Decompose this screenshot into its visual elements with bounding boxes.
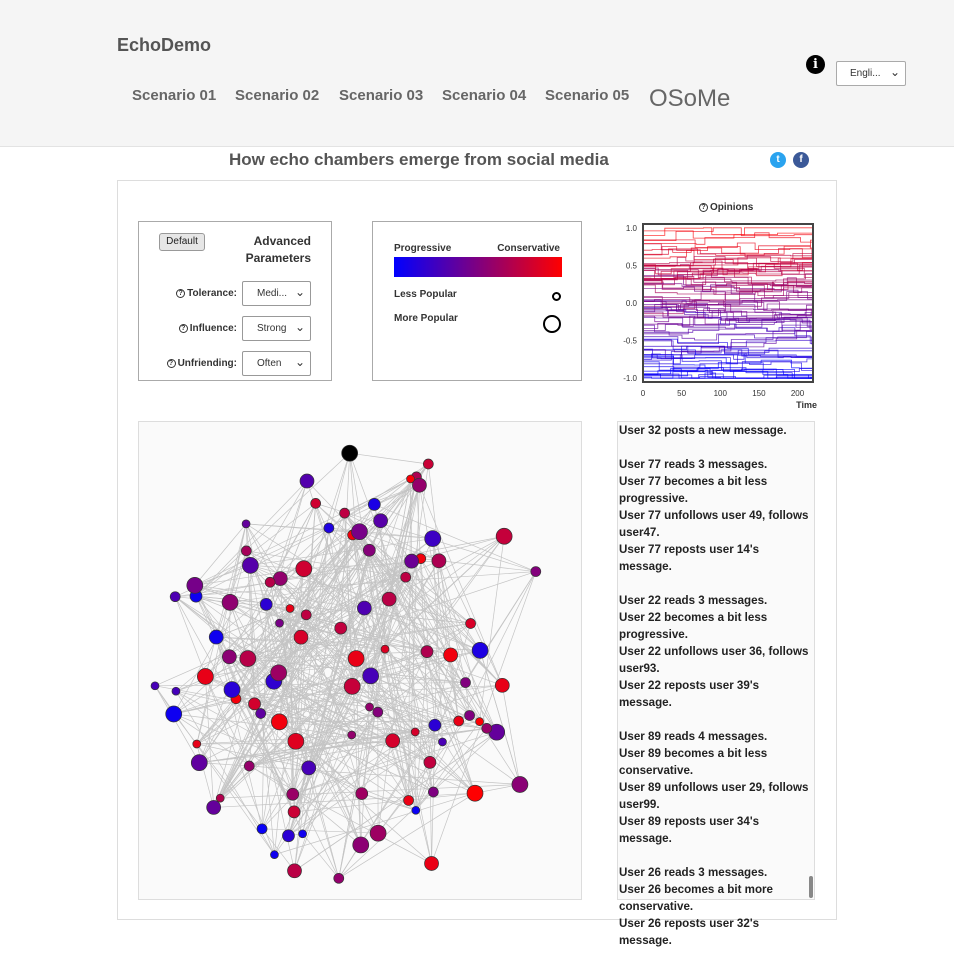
- network-node: [242, 520, 250, 528]
- network-node: [224, 682, 240, 698]
- activity-log[interactable]: [617, 421, 815, 900]
- log-entry: [619, 422, 809, 439]
- network-edge: [155, 686, 199, 763]
- network-node: [405, 554, 419, 568]
- network-node: [432, 554, 446, 568]
- help-icon[interactable]: ?: [179, 324, 188, 333]
- chevron-down-icon: ⌄: [295, 320, 305, 334]
- network-node: [404, 795, 414, 805]
- network-node: [222, 594, 238, 610]
- legend-more-popular: More Popular: [394, 313, 458, 324]
- log-line: User 89 reposts user 34's message.: [619, 813, 809, 847]
- network-node: [197, 669, 213, 685]
- y-tick-label: 1.0: [626, 224, 638, 233]
- network-node: [311, 498, 321, 508]
- log-line: User 26 reads 3 messages.: [619, 864, 809, 881]
- network-node: [172, 687, 180, 695]
- nav-osome[interactable]: OSoMe: [649, 85, 730, 113]
- network-node: [423, 459, 433, 469]
- tolerance-label: ? Tolerance:: [176, 288, 237, 299]
- network-node: [300, 474, 314, 488]
- top-header: [0, 0, 954, 147]
- network-node: [335, 622, 347, 634]
- network-node: [438, 738, 446, 746]
- network-node: [324, 523, 334, 533]
- x-tick-label: 50: [677, 389, 686, 398]
- network-node: [482, 723, 492, 733]
- network-node: [207, 800, 221, 814]
- network-node: [368, 498, 380, 510]
- legend-panel: [372, 221, 582, 381]
- network-node: [344, 678, 360, 694]
- nav-scenario-03[interactable]: Scenario 03: [339, 87, 423, 104]
- network-edge: [350, 453, 429, 464]
- log-line: User 89 becomes a bit less conservative.: [619, 745, 809, 779]
- network-node: [260, 598, 272, 610]
- activity-log-content: [619, 422, 809, 966]
- network-node: [187, 577, 203, 593]
- network-node: [240, 651, 256, 667]
- network-node: [444, 648, 458, 662]
- network-node: [421, 646, 433, 658]
- log-entry: [619, 592, 809, 711]
- network-node: [301, 610, 311, 620]
- network-node: [424, 756, 436, 768]
- opinion-line: [643, 228, 813, 241]
- network-node: [465, 710, 475, 720]
- network-node: [334, 873, 344, 883]
- page-title: How echo chambers emerge from social media: [229, 150, 609, 170]
- network-node: [257, 824, 267, 834]
- influence-label: ? Influence:: [179, 323, 237, 334]
- facebook-icon[interactable]: f: [793, 152, 809, 168]
- x-tick-label: 100: [714, 389, 728, 398]
- network-node: [288, 806, 300, 818]
- parameters-panel: [138, 221, 332, 381]
- network-node: [256, 708, 266, 718]
- legend-progressive: Progressive: [394, 243, 451, 254]
- legend-conservative: Conservative: [497, 243, 560, 254]
- legend-less-popular: Less Popular: [394, 289, 457, 300]
- network-node: [363, 668, 379, 684]
- unfriending-row: [139, 351, 333, 377]
- network-node: [412, 806, 420, 814]
- network-node: [282, 830, 294, 842]
- chevron-down-icon: ⌄: [295, 285, 305, 299]
- log-entry: [619, 864, 809, 949]
- network-node: [340, 508, 350, 518]
- help-icon[interactable]: ?: [176, 289, 185, 298]
- network-node: [216, 794, 224, 802]
- log-line: User 22 becomes a bit less progressive.: [619, 609, 809, 643]
- network-node: [302, 761, 316, 775]
- log-line: User 22 reads 3 messages.: [619, 592, 809, 609]
- network-node: [467, 785, 483, 801]
- network-node: [209, 630, 223, 644]
- network-node: [466, 619, 476, 629]
- log-line: User 77 reposts user 14's message.: [619, 541, 809, 575]
- network-node: [288, 733, 304, 749]
- tolerance-select[interactable]: Medi... ⌄: [242, 281, 311, 306]
- tolerance-row: [139, 281, 333, 307]
- network-node: [428, 787, 438, 797]
- log-entry: [619, 456, 809, 575]
- network-node: [296, 561, 312, 577]
- network-node: [476, 718, 484, 726]
- log-scrollbar[interactable]: [809, 876, 813, 898]
- nav-scenario-01[interactable]: Scenario 01: [132, 87, 216, 104]
- influence-select[interactable]: Strong ⌄: [242, 316, 311, 341]
- network-node: [429, 719, 441, 731]
- y-tick-label: -1.0: [623, 374, 637, 383]
- x-tick-label: 200: [791, 389, 805, 398]
- y-tick-label: 0.5: [626, 261, 638, 270]
- network-node: [348, 651, 364, 667]
- network-node: [370, 825, 386, 841]
- opinions-chart-title: ? Opinions: [699, 202, 753, 213]
- network-node: [348, 731, 356, 739]
- network-node: [366, 703, 374, 711]
- default-button[interactable]: Default: [159, 233, 205, 251]
- help-icon[interactable]: ?: [167, 359, 176, 368]
- info-circle-icon[interactable]: i: [806, 55, 825, 74]
- language-value: Engli...: [850, 68, 881, 79]
- network-node: [386, 734, 400, 748]
- x-tick-label: 150: [752, 389, 766, 398]
- y-tick-label: -0.5: [623, 337, 637, 346]
- network-node: [531, 567, 541, 577]
- log-line: User 89 unfollows user 29, follows user99.: [619, 779, 809, 813]
- network-node: [357, 601, 371, 615]
- chevron-down-icon: ⌄: [295, 355, 305, 369]
- network-node: [287, 788, 299, 800]
- network-edge: [339, 793, 475, 878]
- log-line: User 89 reads 4 messages.: [619, 728, 809, 745]
- network-node: [425, 531, 441, 547]
- network-canvas[interactable]: [138, 421, 582, 900]
- network-node: [271, 665, 287, 681]
- network-node: [460, 678, 470, 688]
- network-node: [381, 645, 389, 653]
- chevron-down-icon: ⌄: [890, 65, 900, 79]
- network-node: [472, 642, 488, 658]
- advanced-parameters-title: Advanced Parameters: [221, 233, 311, 267]
- network-node: [170, 592, 180, 602]
- log-line: User 26 reposts user 32's message.: [619, 915, 809, 949]
- network-node: [353, 837, 369, 853]
- nav-scenario-04[interactable]: Scenario 04: [442, 87, 526, 104]
- twitter-icon[interactable]: t: [770, 152, 786, 168]
- unfriending-label: ? Unfriending:: [167, 358, 237, 369]
- opinion-gradient-bar: [394, 257, 562, 277]
- network-node: [351, 524, 367, 540]
- network-node: [265, 577, 275, 587]
- y-tick-label: 0.0: [626, 299, 638, 308]
- network-node: [373, 707, 383, 717]
- network-node: [193, 740, 201, 748]
- brand-title[interactable]: EchoDemo: [117, 35, 211, 56]
- opinion-line: [643, 240, 813, 250]
- network-node: [496, 528, 512, 544]
- network-node: [241, 546, 251, 556]
- network-node: [512, 776, 528, 792]
- network-node: [273, 572, 287, 586]
- opinions-chart: [610, 214, 824, 416]
- network-node: [249, 698, 261, 710]
- network-node: [382, 592, 396, 606]
- network-node: [151, 682, 159, 690]
- log-line: User 77 unfollows user 49, follows user47.: [619, 507, 809, 541]
- network-node: [374, 514, 388, 528]
- x-tick-label: 0: [641, 389, 646, 398]
- x-axis-label: Time: [796, 400, 817, 410]
- network-node: [244, 761, 254, 771]
- opinion-line: [643, 228, 813, 236]
- network-node: [363, 544, 375, 556]
- log-line: User 32 posts a new message.: [619, 422, 809, 439]
- network-node: [342, 445, 358, 461]
- network-node: [270, 851, 278, 859]
- network-node: [166, 706, 182, 722]
- help-icon[interactable]: ?: [699, 203, 708, 212]
- network-node: [299, 830, 307, 838]
- network-graph[interactable]: [139, 422, 583, 901]
- network-node: [411, 728, 419, 736]
- network-node: [288, 864, 302, 878]
- network-node: [356, 788, 368, 800]
- nav-scenario-02[interactable]: Scenario 02: [235, 87, 319, 104]
- unfriending-select[interactable]: Often ⌄: [242, 351, 311, 376]
- log-line: User 26 becomes a bit more conservative.: [619, 881, 809, 915]
- network-node: [191, 755, 207, 771]
- log-line: User 22 unfollows user 36, follows user93.: [619, 643, 809, 677]
- log-entry: [619, 728, 809, 847]
- network-node: [454, 716, 464, 726]
- language-select[interactable]: [836, 61, 906, 86]
- opinion-lines: [643, 228, 813, 378]
- log-line: User 22 reposts user 39's message.: [619, 677, 809, 711]
- network-node: [401, 572, 411, 582]
- large-node-icon: [543, 315, 561, 333]
- network-node: [412, 478, 426, 492]
- influence-row: [139, 316, 333, 342]
- small-node-icon: [552, 292, 561, 301]
- network-node: [222, 650, 236, 664]
- network-node: [425, 856, 439, 870]
- network-node: [294, 630, 308, 644]
- network-node: [495, 678, 509, 692]
- network-node: [242, 557, 258, 573]
- network-node: [275, 619, 283, 627]
- nav-scenario-05[interactable]: Scenario 05: [545, 87, 629, 104]
- network-node: [271, 714, 287, 730]
- log-line: User 77 becomes a bit less progressive.: [619, 473, 809, 507]
- network-node: [286, 604, 294, 612]
- log-line: User 77 reads 3 messages.: [619, 456, 809, 473]
